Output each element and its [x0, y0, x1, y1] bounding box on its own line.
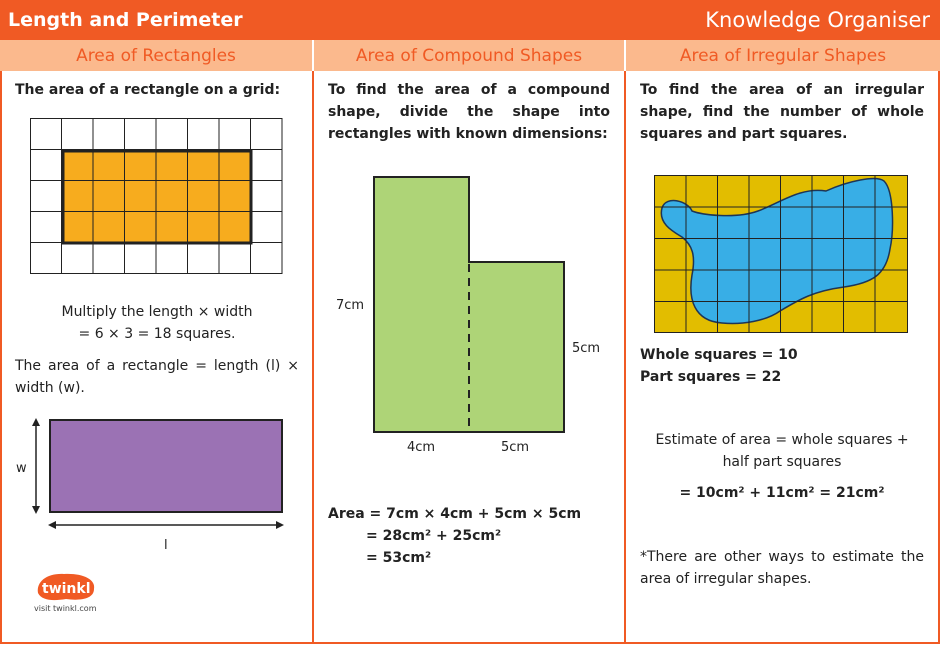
estimate-note: *There are other ways to estimate the area of irregular shapes. — [640, 549, 924, 587]
label-5cm-side: 5cm — [572, 341, 601, 356]
column-heading-compound: Area of Compound Shapes — [314, 40, 624, 71]
part-squares: Part squares = 22 — [640, 369, 782, 385]
estimate-result: = 10cm² + 11cm² = 21cm² — [679, 485, 885, 501]
twinkl-logo — [34, 571, 100, 603]
length-label: l — [164, 538, 168, 553]
area-calc-line-2: = 28cm² + 25cm² — [366, 528, 502, 544]
column-heading-rectangles: Area of Rectangles — [0, 40, 312, 71]
page-title: Length and Perimeter — [8, 9, 243, 31]
rect-intro: The area of a rectangle on a grid: — [15, 82, 281, 98]
heading-divider — [624, 40, 626, 71]
purple-rectangle-diagram — [14, 414, 294, 554]
page-header — [0, 0, 940, 40]
label-7cm: 7cm — [336, 298, 365, 313]
logo-url: visit twinkl.com — [34, 604, 97, 613]
multiply-line-1: Multiply the length × width — [61, 304, 253, 320]
compound-intro: To find the area of a compound shape, divide the shape into rectangles with known dimensions: — [328, 82, 610, 142]
label-4cm: 4cm — [407, 440, 436, 455]
heading-divider — [312, 40, 314, 71]
area-calc-line-1: Area = 7cm × 4cm + 5cm × 5cm — [328, 506, 582, 522]
label-5cm-bottom: 5cm — [501, 440, 530, 455]
estimate-line-1: Estimate of area = whole squares + — [655, 432, 909, 448]
irregular-shape-diagram — [654, 175, 910, 335]
estimate-line-2: half part squares — [722, 454, 842, 470]
whole-squares: Whole squares = 10 — [640, 347, 798, 363]
logo-text: twinkl — [42, 581, 91, 597]
multiply-line-2: = 6 × 3 = 18 squares. — [78, 326, 236, 342]
rectangle-area-formula: The area of a rectangle = length (l) × width (w). — [15, 358, 299, 396]
page-subtitle: Knowledge Organiser — [705, 8, 930, 32]
rectangle-grid-diagram — [30, 118, 284, 276]
compound-shape-diagram — [330, 170, 610, 460]
width-label: w — [16, 461, 27, 476]
column-heading-irregular: Area of Irregular Shapes — [626, 40, 940, 71]
irregular-intro: To find the area of an irregular shape, find the number of whole squares and part squares. — [640, 82, 924, 142]
area-calc-line-3: = 53cm² — [366, 550, 432, 566]
